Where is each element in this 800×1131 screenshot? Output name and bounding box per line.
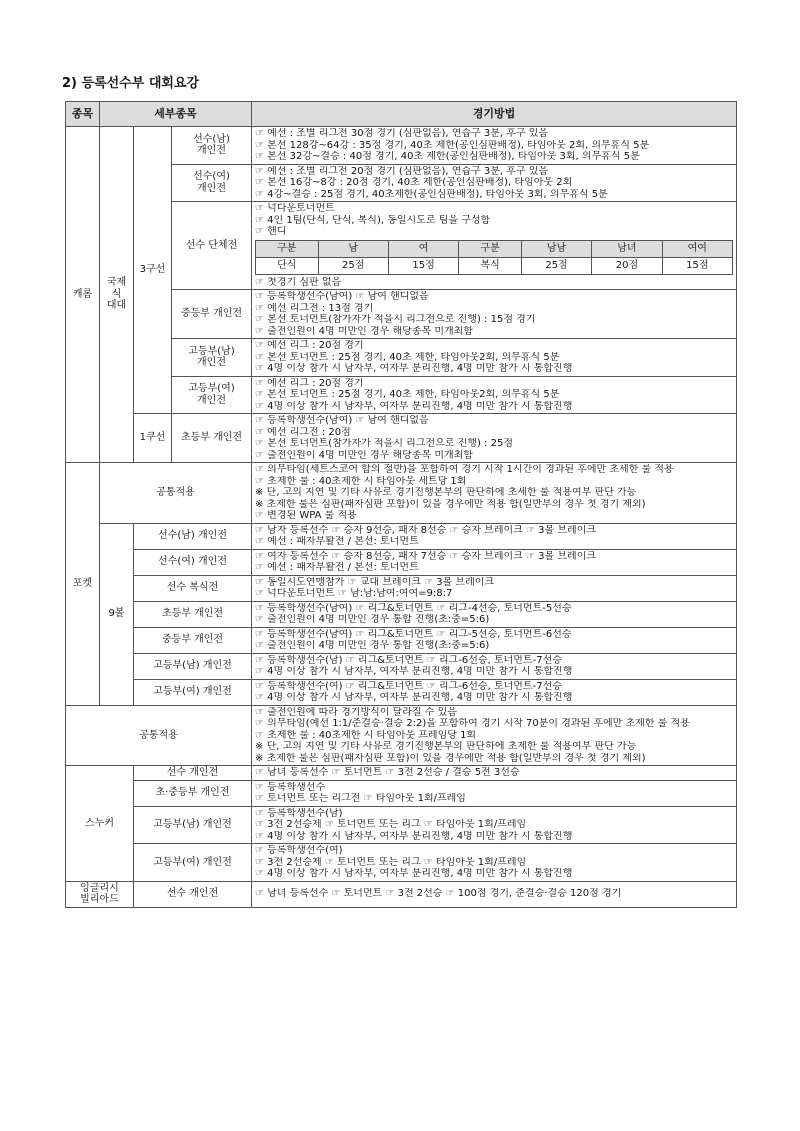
method-cell <box>252 627 737 653</box>
sub-event-name: 선수(여) 개인전 <box>172 164 252 202</box>
header-method: 경기방법 <box>252 102 737 127</box>
method-line: ☞ 등록학생선수(남여) ☞ 리그&토너먼트 ☞ 리그-4선승, 토너먼트-5선승 <box>255 602 572 614</box>
method-line: ☞ 등록학생선수(남여) ☞ 남여 핸디없음 <box>255 415 429 426</box>
method-cell <box>252 806 737 844</box>
handicap-value-row <box>256 257 733 274</box>
handicap-value-cell: 단식 <box>256 257 319 274</box>
table-row <box>66 463 737 524</box>
method-line: ☞ 등록학생선수(남) ☞ 리그&토너먼트 ☞ 리그-6선승, 토너먼트-7선승 <box>255 654 562 666</box>
method-line: ※ 단, 고의 지연 및 기타 사유로 경기진행본부의 판단하에 초세한 룰 적용여부 판단 가능 <box>255 487 637 498</box>
method-line: ☞ 본선 토너먼트 : 25점 경기, 40초 제한, 타임아웃2회, 의무휴식 5분 <box>255 389 560 400</box>
method-line: ☞ 예선 리그 : 20점 경기 <box>255 377 364 389</box>
method-line: ☞ 동일시도연맹참가 ☞ 교대 브레이크 ☞ 3볼 브레이크 <box>255 576 495 588</box>
method-line: ※ 단, 고의 지연 및 기타 사유로 경기진행본부의 판단하에 초제한 룰 적용여부 판단 가능 <box>255 741 637 752</box>
table-row <box>66 780 737 806</box>
event-cell: 캐롬 <box>66 127 100 463</box>
table-row <box>66 806 737 844</box>
handicap-header-cell: 여여 <box>662 240 732 257</box>
method-line: ☞ 등록학생선수(남) <box>255 807 343 819</box>
method-line: ☞ 4명 이상 참가 시 남자부, 여자부 분리진행, 4명 미만 참가 시 통합진행 <box>255 400 573 412</box>
method-line: ☞ 4명 이상 참가 시 남자부, 여자부 분리진행, 4명 미만 참가 시 통합진행 <box>255 692 573 703</box>
method-cell <box>252 523 737 549</box>
handicap-header-cell: 구분 <box>256 240 319 257</box>
sub-event-name: 고등부(여) 개인전 <box>134 679 252 705</box>
sub-event-name: 공통적용 <box>100 463 252 524</box>
page-heading: 2) 등록선수부 대회요강 <box>62 76 200 91</box>
handicap-header-row <box>256 240 733 257</box>
method-line: ☞ 본선 32강~결승 : 40점 경기, 40초 제한(공인심판배정), 타임아웃 3회, 의무휴식 5분 <box>255 151 640 162</box>
method-line: ☞ 첫경기 심판 없음 <box>255 276 342 288</box>
header-sub-event: 세부종목 <box>100 102 252 127</box>
method-line: ☞ 여자 등록선수 ☞ 승자 8선승, 패자 7선승 ☞ 승자 브레이크 ☞ 3볼 브레이크 <box>255 550 596 562</box>
handicap-header-cell: 남 <box>318 240 388 257</box>
sub-event-name: 선수(남) 개인전 <box>134 523 252 549</box>
method-line: ☞ 4명 이상 참가 시 남자부, 여자부 분리진행, 4명 미만 참가 시 통합진행 <box>255 363 573 374</box>
method-line: ☞ 4명 이상 참가 시 남자부, 여자부 분리진행, 4명 미만 참가 시 통합진행 <box>255 868 573 879</box>
table-row <box>66 679 737 705</box>
sub-event-name: 선수 복식전 <box>134 575 252 601</box>
method-line: ☞ 예선 : 조별 리그전 20점 경기 (심판없음), 연습구 3분, 후구 있음 <box>255 165 549 177</box>
method-cell <box>252 601 737 627</box>
method-cell <box>252 463 737 524</box>
method-line: ☞ 넉다운토너먼트 ☞ 남:남:남여:여여=9:8:7 <box>255 588 453 599</box>
ball-type-cell: 9볼 <box>100 523 134 705</box>
table-row <box>66 881 737 907</box>
method-line: ☞ 3전 2선승제 ☞ 토너먼트 또는 리그 ☞ 타임아웃 1회/프레임 <box>255 856 527 868</box>
method-line: ☞ 4강~결승 : 25점 경기, 40초제한(공인심판배정), 타임아웃 3회, 의무휴식 5분 <box>255 188 608 200</box>
method-line: ☞ 남녀 등록선수 ☞ 토너먼트 ☞ 3전 2선승 / 결승 5전 3선승 <box>255 767 520 778</box>
method-line: ☞ 본선 토너먼트 : 25점 경기, 40초 제한, 타임아웃2회, 의무휴식 5분 <box>255 351 560 363</box>
sub-event-name: 중등부 개인전 <box>172 290 252 339</box>
handicap-table <box>255 240 733 275</box>
cushion-cell: 3구선 <box>134 127 172 414</box>
sub-event-name: 선수 개인전 <box>134 881 252 907</box>
method-line: ☞ 토너먼트 또는 리그전 ☞ 타임아웃 1회/프레임 <box>255 793 466 804</box>
method-line: ☞ 초제한 룰 : 40초제한 시 타임아웃 세트당 1회 <box>255 475 467 487</box>
method-line: ☞ 등록학생선수(여) <box>255 845 343 856</box>
sub-event-name: 초·중등부 개인전 <box>134 780 252 806</box>
method-line: ☞ 출전인원이 4명 미만인 경우 해당종목 미개최함 <box>255 325 473 337</box>
sub-event-name: 공통적용 <box>66 705 252 766</box>
table-row <box>66 766 737 781</box>
handicap-header-cell: 여 <box>388 240 458 257</box>
table-row <box>66 705 737 766</box>
method-line: ☞ 등록학생선수 <box>255 781 326 793</box>
handicap-header-cell: 남녀 <box>592 240 662 257</box>
sub-event-name: 고등부(여) 개인전 <box>134 844 252 882</box>
sub-event-name: 선수 단체전 <box>172 202 252 290</box>
header-event: 종목 <box>66 102 100 127</box>
method-line: ☞ 예선 리그전 : 13점 경기 <box>255 302 374 314</box>
method-line: ☞ 초제한 룰 : 40초제한 시 타임아웃 프레임당 1회 <box>255 729 477 741</box>
method-cell <box>252 164 737 202</box>
method-cell <box>252 339 737 377</box>
table-row <box>66 523 737 549</box>
table-row <box>66 601 737 627</box>
method-cell <box>252 290 737 339</box>
table-row <box>66 575 737 601</box>
method-cell <box>252 575 737 601</box>
method-line: ☞ 등록학생선수(남여) ☞ 남여 핸디없음 <box>255 291 429 302</box>
sub-event-name: 고등부(남) 개인전 <box>134 653 252 679</box>
method-line: ☞ 본선 토너먼트(참가자가 적을시 리그전으로 진행) : 15점 경기 <box>255 314 536 325</box>
method-line: ☞ 본선 토너먼트(참가자가 적을시 리그전으로 진행) : 25점 <box>255 438 513 449</box>
handicap-value-cell: 15점 <box>388 257 458 274</box>
method-cell <box>252 844 737 882</box>
sub-event-name: 고등부(남) 개인전 <box>134 806 252 844</box>
method-cell <box>252 653 737 679</box>
sub-event-name: 선수 개인전 <box>134 766 252 781</box>
sub-event-name: 고등부(남) 개인전 <box>172 339 252 377</box>
method-line: ☞ 3전 2선승제 ☞ 토너먼트 또는 리그 ☞ 타임아웃 1회/프레임 <box>255 819 527 830</box>
method-line: ☞ 본선 16강~8강 : 20점 경기, 40초 제한(공인심판배정), 타임아웃 2회 <box>255 177 573 188</box>
event-cell: 잉글리시 빌리아드 <box>66 881 134 907</box>
method-line: ☞ 예선 리그 : 20점 경기 <box>255 340 364 351</box>
table-row <box>66 549 737 575</box>
method-line: ☞ 넉다운토너먼트 <box>255 203 335 214</box>
handicap-header-cell: 남남 <box>521 240 591 257</box>
method-line: ☞ 예선 리그전 : 20점 <box>255 426 351 438</box>
method-line: ☞ 4명 이상 참가 시 남자부, 여자부 분리진행, 4명 미만 참가 시 통합진행 <box>255 830 573 842</box>
cushion-cell: 1쿠선 <box>134 414 172 463</box>
table-row <box>66 414 737 463</box>
table-row <box>66 653 737 679</box>
method-line: ☞ 예선 : 조별 리그전 30점 경기 (심판없음), 연습구 3분, 후구 있음 <box>255 128 549 139</box>
method-line: ☞ 본선 128강~64강 : 35점 경기, 40초 제한(공인심판배정), 타임아웃 2회, 의무휴식 5분 <box>255 139 650 151</box>
event-cell: 포켓 <box>66 463 100 706</box>
sub-event-name: 초등부 개인전 <box>172 414 252 463</box>
sub-event-name: 선수(여) 개인전 <box>134 549 252 575</box>
method-cell <box>252 376 737 414</box>
method-line: ☞ 남녀 등록선수 ☞ 토너먼트 ☞ 3전 2선승 ☞ 100점 경기, 준결승·결승 120점 경기 <box>255 888 622 900</box>
method-cell <box>252 202 737 290</box>
method-line: ☞ 핸디 <box>255 226 287 237</box>
method-line: ☞ 등록학생선수(여) ☞ 리그&토너먼트 ☞ 리그-6선승, 토너먼트-7선승 <box>255 680 562 692</box>
sub-event-name: 선수(남) 개인전 <box>172 127 252 165</box>
handicap-value-cell: 25점 <box>521 257 591 274</box>
table-row <box>66 627 737 653</box>
method-line: ☞ 남자 등록선수 ☞ 승자 9선승, 패자 8선승 ☞ 승자 브레이크 ☞ 3볼 브레이크 <box>255 524 596 536</box>
handicap-value-cell: 25점 <box>318 257 388 274</box>
handicap-value-cell: 15점 <box>662 257 732 274</box>
method-line: ☞ 출전인원에 따라 경기방식이 달라질 수 있음 <box>255 706 457 718</box>
method-line: ☞ 의무타임(세트스코어 합의 절반)을 포함하여 경기 시작 1시간이 경과된 후에만 초세한 룰 적용 <box>255 464 674 475</box>
method-line: ※ 초제한 룰은 심판(패자심판 포함)이 있을 경우에만 적용 함(일반부의 경우 첫 경기 제외) <box>255 498 646 510</box>
method-line: ☞ 등록학생선수(남여) ☞ 리그&토너먼트 ☞ 리그-5선승, 토너먼트-6선승 <box>255 628 572 640</box>
method-cell <box>252 705 737 766</box>
sub-event-name: 중등부 개인전 <box>134 627 252 653</box>
method-cell <box>252 881 737 907</box>
method-cell <box>252 679 737 705</box>
method-cell <box>252 549 737 575</box>
sub-event-name: 초등부 개인전 <box>134 601 252 627</box>
table-row <box>66 844 737 882</box>
method-cell <box>252 780 737 806</box>
table-header-row <box>66 102 737 127</box>
handicap-value-cell: 복식 <box>459 257 522 274</box>
method-line: ※ 초제한 룰은 심판(패자심판 포함)이 있을 경우에만 적용 함(일반부의 경우 첫 경기 제외) <box>255 752 646 764</box>
method-line: ☞ 예선 : 패자부활전 / 본선: 토너먼트 <box>255 536 419 547</box>
table-row <box>66 127 737 165</box>
method-cell <box>252 127 737 165</box>
method-cell <box>252 414 737 463</box>
sub-event-name: 고등부(여) 개인전 <box>172 376 252 414</box>
handicap-header-cell: 구분 <box>459 240 522 257</box>
method-line: ☞ 예선 : 패자부활전 / 본선: 토너먼트 <box>255 562 419 573</box>
method-line: ☞ 출전인원이 4명 미만인 경우 해당종목 미개최함 <box>255 449 473 461</box>
handicap-value-cell: 20점 <box>592 257 662 274</box>
method-line: ☞ 출전인원이 4명 미만인 경우 통합 진행(초:중=5:6) <box>255 640 490 651</box>
method-line: ☞ 의무타임(예선 1:1/준결승·결승 2:2)을 포함하여 경기 시작 70분이 경과된 후에만 초제한 룰 적용 <box>255 718 690 729</box>
method-line: ☞ 4인 1팀(단식, 단식, 복식), 동일시도로 팀을 구성함 <box>255 214 491 226</box>
event-cell: 스누커 <box>66 766 134 882</box>
group-cell: 국제 식 대대 <box>100 127 134 463</box>
method-cell <box>252 766 737 781</box>
method-line: ☞ 변경된 WPA 룰 적용 <box>255 510 357 521</box>
method-line: ☞ 출전인원이 4명 미만인 경우 통합 진행(초:중=5:6) <box>255 614 490 625</box>
method-line: ☞ 4명 이상 참가 시 남자부, 여자부 분리진행, 4명 미만 참가 시 통합진행 <box>255 666 573 677</box>
competition-rules-table <box>65 101 737 908</box>
